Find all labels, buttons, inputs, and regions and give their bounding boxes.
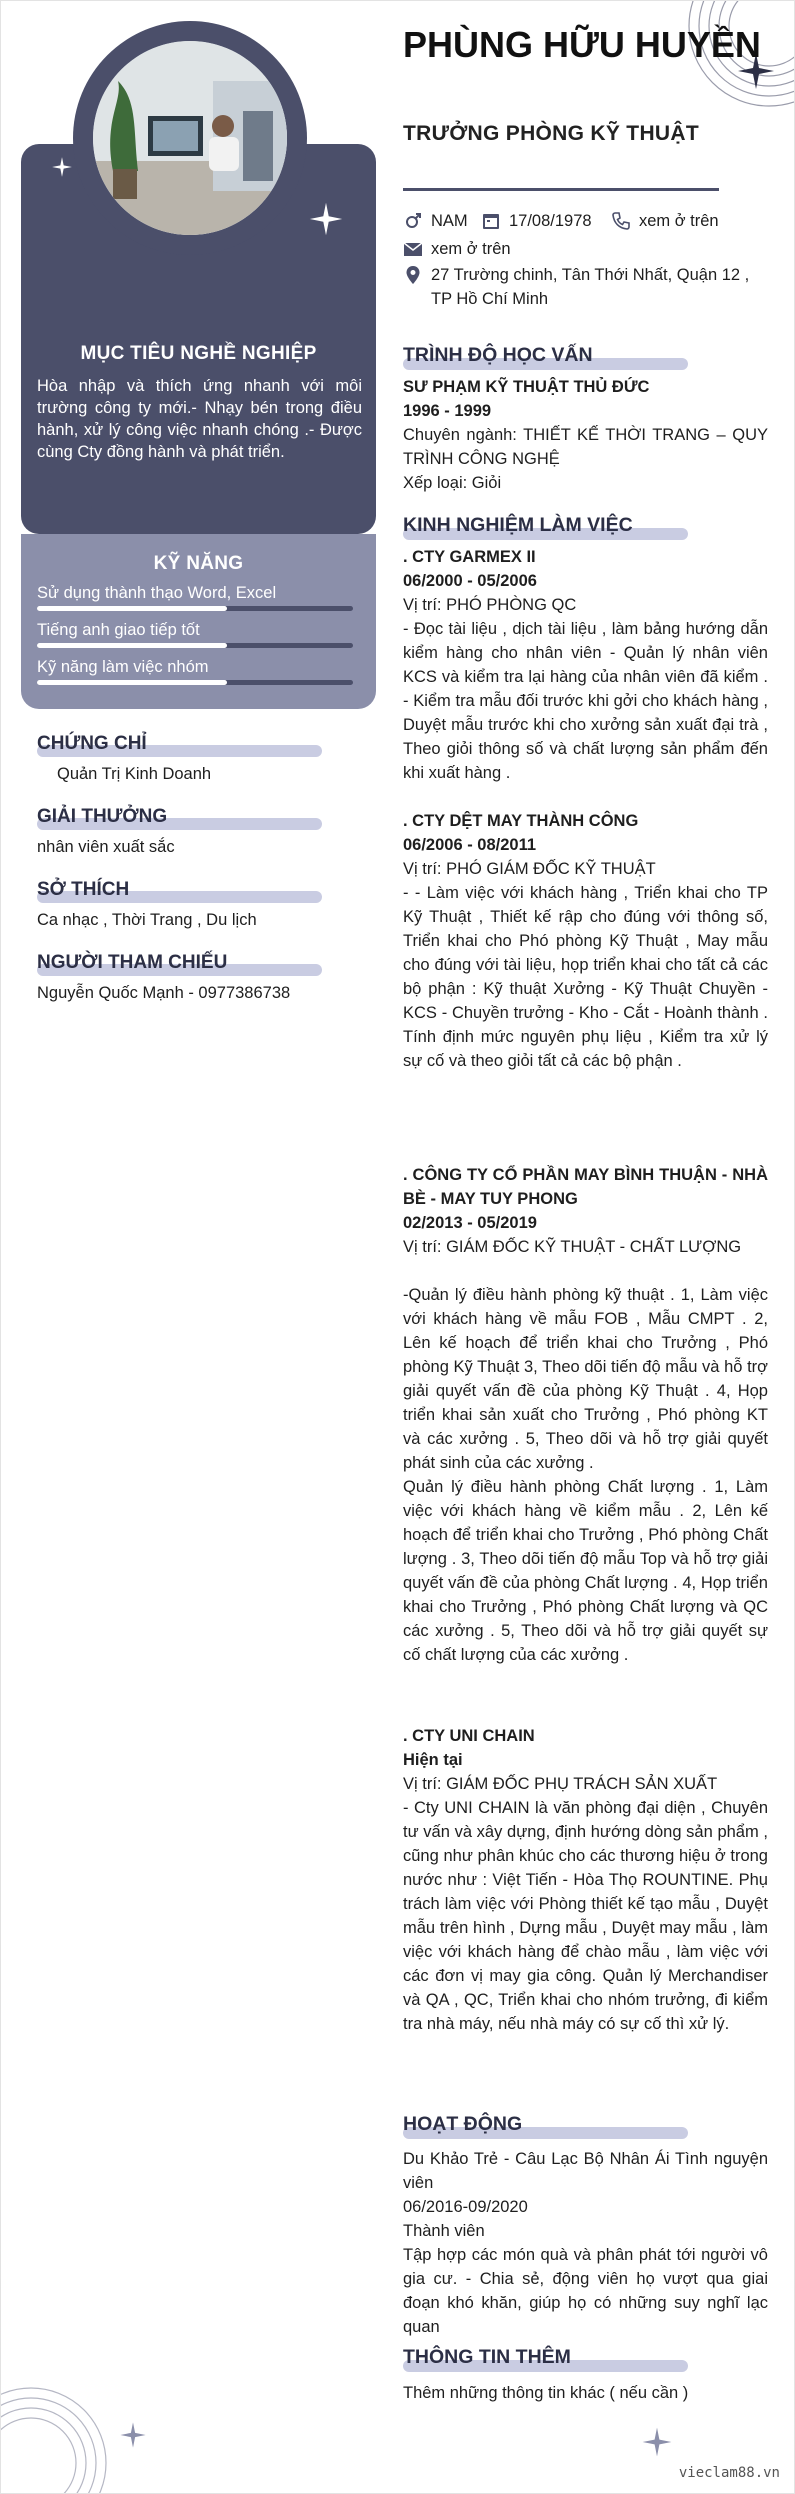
job-period: Hiện tại: [403, 1751, 463, 1769]
gender: NAM: [431, 212, 468, 230]
candidate-title: TRƯỞNG PHÒNG KỸ THUẬT: [403, 122, 699, 145]
skill-item: [37, 584, 357, 603]
extra-section: [403, 2346, 783, 2369]
job-period: 06/2006 - 08/2011: [403, 836, 537, 854]
experience-section: [403, 514, 783, 537]
education-major: Chuyên ngành: THIẾT KẾ THỜI TRANG – QUY TRÌNH CÔNG NGHỆ: [403, 426, 768, 468]
job-description-2: Quản lý điều hành phòng Chất lượng . 1, Làm việc với khách hàng về kiểm mẫu . 2, Lên kế hoạch để triển khai cho Trưởng , Phó phòng Chất lượng . 3, Theo dõi tiến độ mẫu Top và hỗ trợ giải quyết vấn đề của phòng Chất lượng . 4, Họp triển khai cho Trưởng , Phó phòng Chất lượng và QC các xưởng . 5, Theo dõi và hỗ trợ giải quyết sự cố chất lượng của các xưởng .: [403, 1478, 768, 1664]
phone: xem ở trên: [639, 212, 719, 230]
skill-item: [37, 621, 357, 640]
skills-title: KỸ NĂNG: [153, 553, 244, 574]
section-heading: KINH NGHIỆM LÀM VIỆC: [403, 514, 633, 536]
avatar: [93, 41, 287, 235]
title-underline: [403, 188, 719, 191]
job-description: -Quản lý điều hành phòng kỹ thuật . 1, Làm việc với khách hàng về mẫu FOB , Mẫu CMPT . 2, Lên kế hoạch để triển khai cho Trưởng , Phó phòng Kỹ Thuật 3, Theo dõi tiến độ mẫu và hỗ trợ giải quyết vấn đề của phòng Kỹ Thuật . 4, Họp triển khai sản xuất cho Trưởng , Phó phòng KT và các xưởng . 5, Theo dõi và hỗ trợ giải quyết phát sinh của các xưởng .: [403, 1286, 768, 1472]
certificates-section: [37, 733, 377, 784]
sparkle-icon: [641, 2426, 673, 2458]
references-section: [37, 952, 377, 1003]
job-description: - Đọc tài liệu , dịch tài liệu , làm bảng hướng dẫn kiểm hàng cho nhân viên - Quản lý nhân viên KCS và kiểm tra lại hàng của nhân viên đã kiểm . - Kiểm tra mẫu đối trước khi gởi cho khách hàng , Duyệt mẫu trước khi cho xưởng sản xuất đại trà , Theo giỏi thông số và chất lượng sản phẩm đến khi xuất hàng .: [403, 620, 768, 782]
section-heading: SỞ THÍCH: [37, 879, 130, 900]
skill-item: [37, 658, 357, 677]
skill-label: Sử dụng thành thạo Word, Excel: [37, 584, 277, 602]
job-company: . CTY GARMEX II: [403, 548, 536, 566]
watermark: vieclam88.vn: [678, 2465, 780, 2481]
skill-bar-fill: [37, 680, 227, 685]
section-heading: HOẠT ĐỘNG: [403, 2113, 523, 2135]
job-position: Vị trí: GIÁM ĐỐC PHỤ TRÁCH SẢN XUẤT: [403, 1775, 718, 1793]
job-position: Vị trí: PHÓ PHÒNG QC: [403, 596, 577, 614]
hobbies-text: Ca nhạc , Thời Trang , Du lịch: [37, 911, 257, 929]
email: xem ở trên: [431, 240, 511, 258]
awards-text: nhân viên xuất sắc: [37, 838, 175, 856]
job-company: . CTY DỆT MAY THÀNH CÔNG: [403, 812, 639, 830]
location-icon: [403, 265, 423, 285]
hobbies-section: [37, 879, 377, 930]
section-heading: CHỨNG CHỈ: [37, 733, 147, 754]
activity-role: Thành viên: [403, 2222, 485, 2240]
section-heading: THÔNG TIN THÊM: [403, 2346, 571, 2368]
education-period: 1996 - 1999: [403, 402, 492, 420]
education-grade: Xếp loại: Giỏi: [403, 474, 502, 492]
email-icon: [403, 239, 423, 259]
certificates-text: Quản Trị Kinh Doanh: [57, 765, 212, 783]
job-description: - - Làm việc với khách hàng , Triển khai cho TP Kỹ Thuật , Thiết kế rập cho đúng với thông số, Triển khai cho Phó phòng Kỹ Thuật , May mẫu cho đúng với tài liệu, họp triển khai cho tất cả các bộ phận : Kỹ thuật Xưởng - Kỹ Thuật Chuyền - KCS - Chuyền trưởng - Kho - Cắt - Hoành thành . Tính định mức nguyên phụ liệu , Kiểm tra xử lý sự cố và theo giỏi tất cả các bộ phận .: [403, 884, 768, 1070]
calendar-icon: [481, 211, 501, 231]
education-school: SƯ PHẠM KỸ THUẬT THỦ ĐỨC: [403, 378, 650, 396]
candidate-name: PHÙNG HỮU HUYỀN: [403, 24, 761, 65]
skill-bar-fill: [37, 606, 227, 611]
address: 27 Trường chinh, Tân Thới Nhất, Quận 12 , TP Hồ Chí Minh: [431, 266, 750, 308]
phone-icon: [611, 211, 631, 231]
job-company: . CTY UNI CHAIN: [403, 1727, 535, 1745]
section-heading: TRÌNH ĐỘ HỌC VẤN: [403, 344, 593, 366]
objective-title: MỤC TIÊU NGHỀ NGHIỆP: [80, 343, 317, 364]
awards-section: [37, 806, 377, 857]
skill-bar: [37, 680, 353, 685]
objective-text: Hòa nhập và thích ứng nhanh với môi trường công ty mới.- Nhạy bén trong điều hành, xử lý công việc nhanh chóng .- Được cùng Cty đồng hành và phát triển.: [37, 377, 362, 461]
education-section: [403, 344, 783, 367]
decorative-circles: [0, 2383, 111, 2494]
sparkle-icon: [51, 156, 73, 178]
skill-label: Kỹ năng làm việc nhóm: [37, 658, 209, 676]
references-text: Nguyễn Quốc Mạnh - 0977386738: [37, 984, 291, 1002]
gender-icon: [403, 211, 423, 231]
job-description: - Cty UNI CHAIN là văn phòng đại diện , Chuyên tư vấn và xây dựng, định hướng dòng sản phẩm , cũng như phân khúc cho các thương hiệu ở trong nước như : Việt Tiến - Hòa Thọ ROUNTINE. Phụ trách làm việc với Phòng thiết kế tạo mẫu , Duyệt mẫu trên hình , Dựng mẫu , Duyệt may mẫu , làm việc với khách hàng để chào mẫu , làm việc với các đơn vị may gia công. Quản lý Merchandiser và QA , QC, Triển khai cho nhóm trưởng, đi kiểm tra nhà máy, nếu nhà máy có sự cố thì xử lý.: [403, 1799, 768, 2033]
skill-bar-fill: [37, 643, 227, 648]
date-of-birth: 17/08/1978: [509, 212, 592, 230]
job-period: 02/2013 - 05/2019: [403, 1214, 537, 1232]
job-position: Vị trí: PHÓ GIÁM ĐỐC KỸ THUẬT: [403, 860, 656, 878]
section-heading: GIẢI THƯỞNG: [37, 806, 168, 827]
skill-bar: [37, 643, 353, 648]
skill-bar: [37, 606, 353, 611]
job-company: . CÔNG TY CỔ PHẦN MAY BÌNH THUẬN - NHÀ BÈ - MAY TUY PHONG: [403, 1166, 768, 1208]
section-heading: NGƯỜI THAM CHIẾU: [37, 952, 228, 973]
extra-text: Thêm những thông tin khác ( nếu cần ): [403, 2384, 689, 2402]
sparkle-icon: [119, 2421, 147, 2449]
skill-label: Tiếng anh giao tiếp tốt: [37, 621, 200, 639]
job-position: Vị trí: GIÁM ĐỐC KỸ THUẬT - CHẤT LƯỢNG: [403, 1238, 742, 1256]
activity-period: 06/2016-09/2020: [403, 2198, 528, 2216]
job-period: 06/2000 - 05/2006: [403, 572, 537, 590]
activity-org: Du Khảo Trẻ - Câu Lạc Bộ Nhân Ái Tình nguyện viên: [403, 2150, 768, 2192]
sparkle-icon: [308, 201, 344, 237]
activities-section: [403, 2113, 783, 2136]
activity-description: Tập hợp các món quà và phân phát tới người vô gia cư. - Chia sẻ, động viên họ vượt qua giai đoạn khó khăn, giúp họ có những suy nghĩ lạc quan: [403, 2246, 768, 2336]
